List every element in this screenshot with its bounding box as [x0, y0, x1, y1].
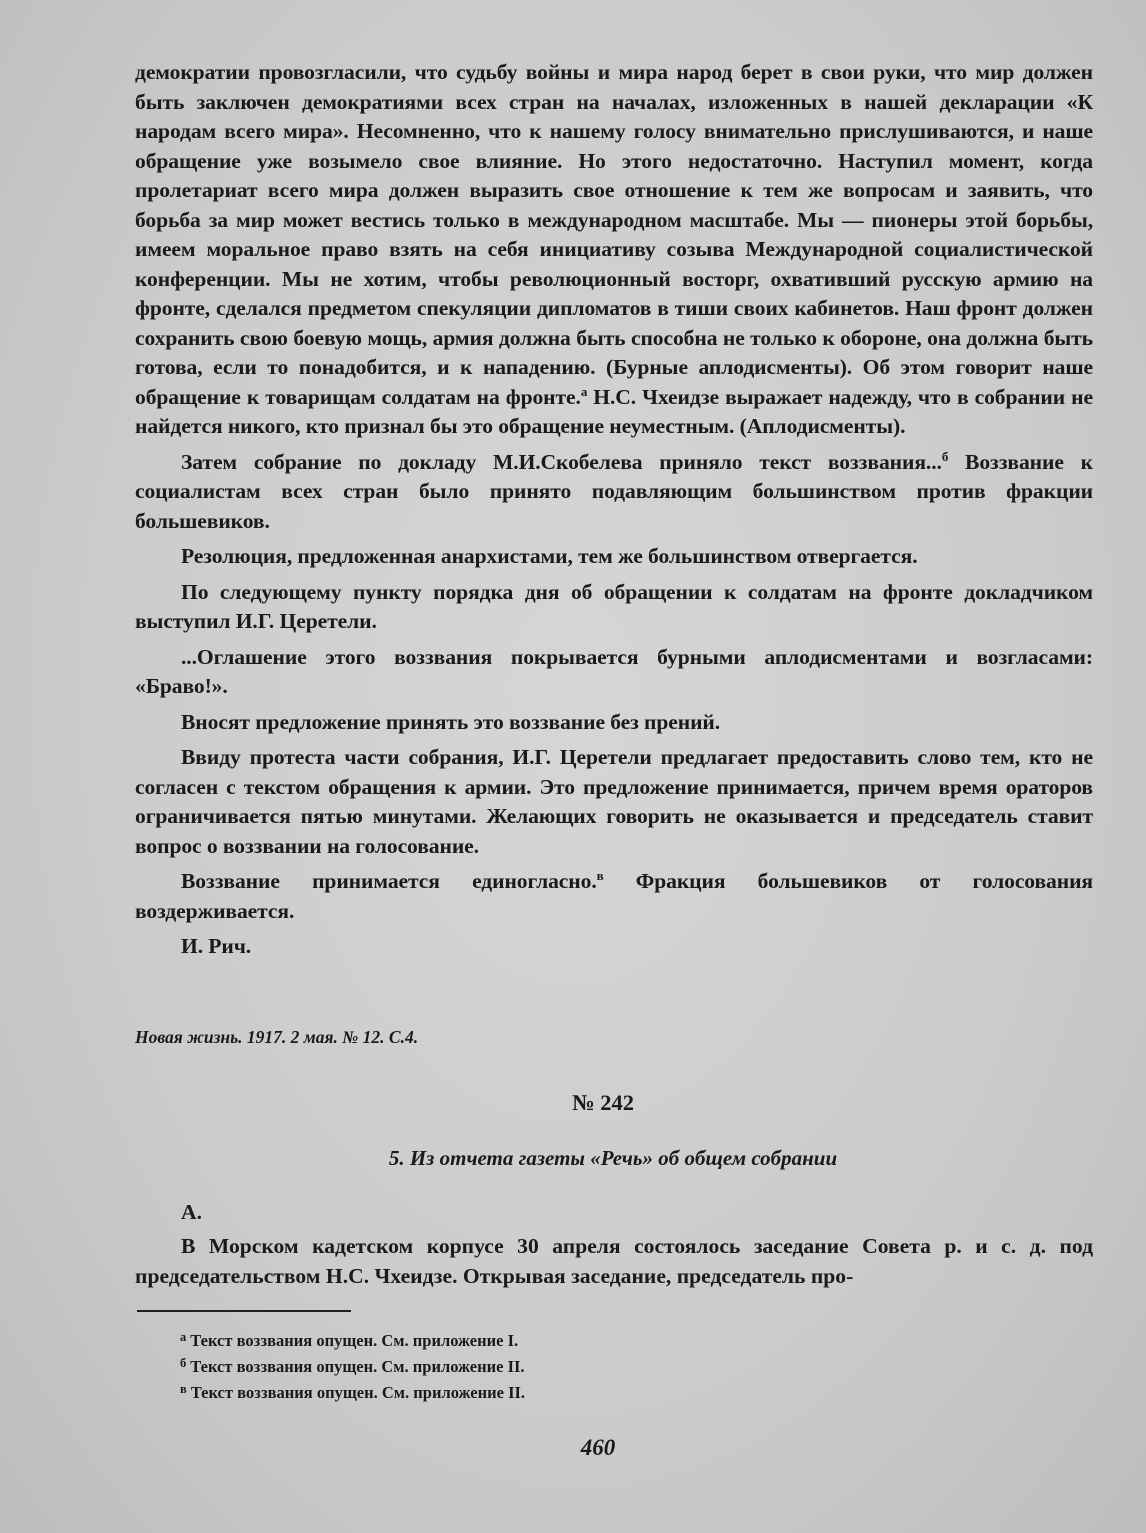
footnote-item — [180, 1352, 525, 1378]
footnote-text: Текст воззвания опущен. См. приложение II. — [190, 1357, 525, 1376]
footnote-divider — [137, 1310, 351, 1312]
footnote-item — [180, 1326, 525, 1352]
footnotes — [180, 1326, 525, 1404]
author-signature: И. Рич. — [181, 934, 252, 958]
paragraph: ...Оглашение этого воззвания покрывается бурными аплодисментами и возгласами: «Браво!». — [135, 644, 1093, 698]
footnote-ref[interactable]: в — [596, 868, 604, 883]
footnote-text: Текст воззвания опущен. См. приложение I. — [190, 1331, 519, 1350]
paragraph: Резолюция, предложенная анархистами, тем же большинством отвергается. — [181, 544, 918, 568]
paragraph — [135, 448, 1093, 537]
paragraph-text: Затем собрание по докладу М.И.Скобелева приняло текст воззвания... — [181, 449, 942, 474]
footnote-text: Текст воззвания опущен. См. приложение II. — [190, 1383, 526, 1402]
main-text — [135, 58, 1093, 962]
paragraph: По следующему пункту порядка дня об обращении к солдатам на фронте докладчиком выступил И.Г. Церетели. — [135, 579, 1093, 633]
footnote-mark: а — [180, 1330, 187, 1344]
section-text — [135, 1197, 1093, 1291]
paragraph-text: Воззвание принимается единогласно. — [181, 869, 597, 893]
footnote-ref[interactable]: б — [941, 448, 949, 464]
paragraph — [135, 58, 1093, 442]
footnote-item — [180, 1378, 525, 1404]
footnote-ref[interactable]: а — [580, 383, 588, 399]
paragraph — [135, 867, 1093, 926]
section-letter: А. — [181, 1200, 202, 1224]
page-number: 460 — [580, 1435, 616, 1460]
paragraph: Ввиду протеста части собрания, И.Г. Церетели предлагает предоставить слово тем, кто не согласен с текстом обращения к армии. Это предложение принимается, причем время ораторов ограничивается пятью минутами. Желающих говорить не оказывается и председатель ставит вопрос о воззвании на голосование. — [135, 745, 1093, 858]
paragraph-text: Воззвание к социалистам всех стран было принято подавляющим большинством против фракции большевиков. — [135, 449, 1093, 533]
footnote-mark: б — [180, 1356, 187, 1370]
document-heading: 5. Из отчета газеты «Речь» об общем собрании — [388, 1146, 838, 1170]
paragraph-text: Фракция большевиков от голосования воздерживается. — [135, 869, 1093, 923]
paragraph: В Морском кадетском корпусе 30 апреля состоялось заседание Совета р. и с. д. под председательством Н.С. Чхеидзе. Открывая заседание, председатель про- — [135, 1234, 1093, 1288]
paragraph: Вносят предложение принять это воззвание без прений. — [181, 709, 721, 734]
paragraph-text: демократии провозгласили, что судьбу войны и мира народ берет в свои руки, что мир должен быть заключен демократиями всех стран на началах, изложенных в нашей декларации «К народам всего мира». Несомненно, что к нашему голосу внимательно прислушиваются, и наше обращение уже возымело свое влияние. Но этого недостаточно. Наступил момент, когда пролетариат всего мира должен выразить свое отношение к тем же вопросам и заявить, что борьба за мир может вестись только в международном масштабе. Мы — пионеры этой борьбы, имеем моральное право взять на себя инициативу созыва Международной социалистической конференции. Мы не хотим, чтобы революционный восторг, охвативший русскую армию на фронте, сделался предметом спекуляции дипломатов в тиши своих кабинетов. Наш фронт должен сохранить свою боевую мощь, армия должна быть способна не только к обороне, она должна быть готова, если то понадобится, и к нападению. (Бурные аплодисменты). Об этом говорит наше обращение к товарищам солдатам на фронте. — [135, 60, 1093, 409]
paragraph-text: Н.С. Чхеидзе выражает надежду, что в собрании не найдется никого, кто признал бы это обращение неуместным. (Аплодисменты). — [135, 384, 1094, 438]
source-citation: Новая жизнь. 1917. 2 мая. № 12. С.4. — [135, 1027, 419, 1047]
footnote-mark: в — [180, 1382, 187, 1396]
document-number: № 242 — [572, 1090, 634, 1115]
